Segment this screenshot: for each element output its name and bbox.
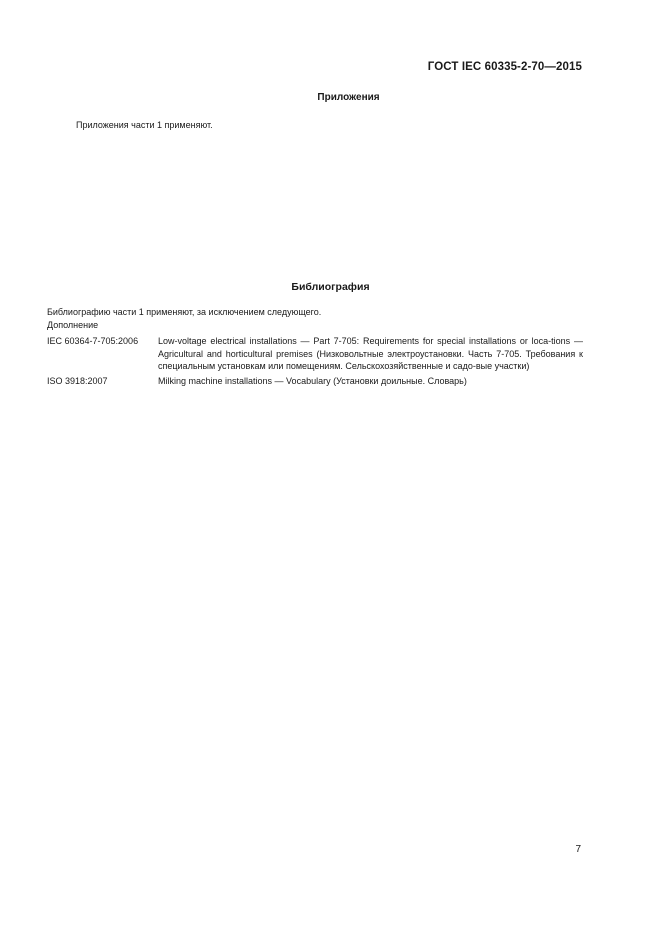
page-number: 7 (575, 844, 581, 855)
bibliography-heading: Библиография (291, 281, 370, 293)
standard-code: ГОСТ IEC 60335-2-70—2015 (427, 61, 582, 73)
bibliography-ref: IEC 60364-7-705:2006 (47, 336, 139, 346)
bibliography-intro: Библиографию части 1 применяют, за исключением следующего. (47, 307, 322, 317)
annexes-text: Приложения части 1 применяют. (76, 120, 213, 130)
annexes-heading: Приложения (317, 92, 380, 103)
bibliography-supplement-label: Дополнение (47, 320, 99, 330)
bibliography-description: Low-voltage electrical installations — Part 7-705: Requirements for special installations or loca-tions — Agricultural and horticultural premises (Низковольтные электроустановки. Часть 7-705. Требования к специальным установкам или помещениям. Сельскохозяйственные и садо-вые участки) (158, 336, 583, 371)
bibliography-list (47, 335, 583, 389)
bibliography-ref: ISO 3918:2007 (47, 375, 108, 386)
bibliography-description: Milking machine installations — Vocabulary (Установки доильные. Словарь) (158, 375, 467, 386)
bibliography-entry (47, 375, 583, 388)
bibliography-entry (47, 335, 583, 373)
